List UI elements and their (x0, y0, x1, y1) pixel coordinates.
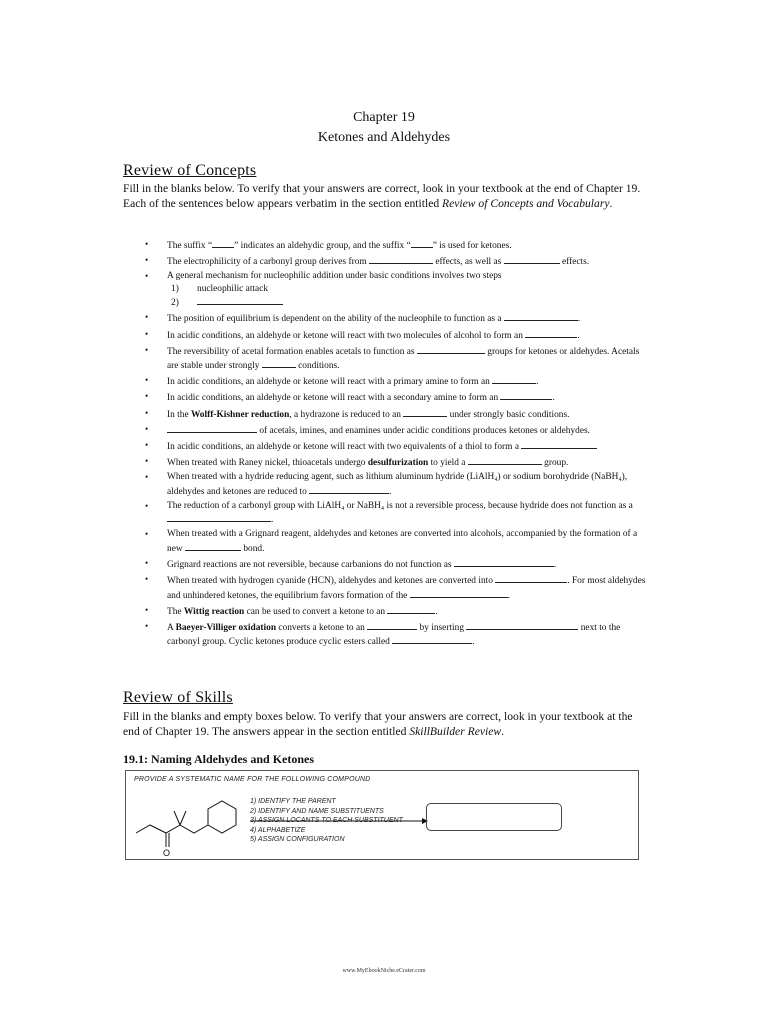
chapter-title: Ketones and Aldehydes (317, 130, 451, 145)
exercise-prompt: PROVIDE A SYSTEMATIC NAME FOR THE FOLLOWING COMPOUND (134, 776, 371, 783)
bullet-text: The reduction of a carbonyl group with LiAlH₄ or NaBH₄ is not a reversible process, because hydride does not function as a (167, 500, 633, 511)
bullet-text: The electrophilicity of a carbonyl group derives from (167, 257, 370, 268)
concept-bullet (123, 423, 648, 438)
fill-in-blank[interactable] (212, 238, 234, 248)
fill-in-blank[interactable] (466, 620, 578, 630)
subsection-heading: 19.1: Naming Aldehydes and Ketones (123, 752, 315, 766)
concept-bullet (123, 604, 648, 619)
concept-bullet (123, 238, 648, 253)
concept-bullet (123, 328, 648, 343)
bullet-text: . (271, 515, 274, 526)
bullet-text: groups for ketones or aldehydes. Acetals are stable under strongly (167, 346, 640, 372)
fill-in-blank[interactable] (411, 238, 433, 248)
review-of-concepts-intro: Fill in the blanks below. To verify that your answers are correct, look in your textbook at the end of Chapter 19. Each of the sentences below appears verbatim in the section entitled Review of Concepts and Vocabulary. (123, 182, 641, 210)
bullet-text: bond. (240, 543, 265, 554)
fill-in-blank[interactable] (369, 254, 433, 264)
fill-in-blank[interactable] (454, 557, 554, 567)
fill-in-blank[interactable] (525, 328, 577, 338)
bullet-text: . (389, 486, 392, 497)
naming-step: 4) ALPHABETIZE (250, 826, 306, 834)
bullet-text: group. (541, 457, 569, 468)
fill-in-blank[interactable] (387, 604, 435, 614)
review-of-skills-intro: Fill in the blanks and empty boxes below. To verify that your answers are correct, look in your textbook at the end of Chapter 19. The answers appear in the section entitled SkillBuilder Review. (123, 710, 633, 738)
concept-bullet (123, 374, 648, 389)
fill-in-blank[interactable] (167, 512, 271, 522)
concept-bullet-list (123, 238, 648, 651)
concept-bullet (123, 407, 648, 422)
chapter-header (0, 108, 768, 148)
bullet-text: In the (167, 409, 191, 420)
fill-in-blank[interactable] (403, 407, 447, 417)
fill-in-blank[interactable] (468, 455, 542, 465)
concept-bullet (123, 270, 648, 310)
fill-in-blank[interactable] (197, 295, 283, 305)
bullet-text: to yield a (428, 457, 468, 468)
bullet-text: When treated with Raney nickel, thioacetals undergo (167, 457, 368, 468)
fill-in-blank[interactable] (410, 588, 508, 598)
concept-bullet (123, 573, 648, 602)
bullet-text: The reversibility of acetal formation enables acetals to function as (167, 346, 417, 357)
fill-in-blank[interactable] (495, 573, 567, 583)
concept-bullet (123, 439, 648, 454)
fill-in-blank[interactable] (309, 484, 389, 494)
concept-bullet (123, 557, 648, 572)
review-of-skills-heading: Review of Skills (123, 689, 233, 706)
mechanism-step (167, 295, 648, 310)
bold-term: Wittig reaction (183, 606, 245, 617)
fill-in-blank[interactable] (521, 439, 597, 449)
bold-term: desulfurization (367, 457, 429, 468)
bullet-text: . (472, 637, 475, 648)
bullet-text: . (536, 377, 539, 388)
bullet-text: The suffix “ (167, 241, 213, 251)
bullet-text: converts a ketone to an (276, 622, 368, 633)
ketone-structure-drawing (130, 781, 250, 861)
bullet-text: In acidic conditions, an aldehyde or ketone will react with a secondary amine to form an (167, 393, 501, 404)
naming-step: 1) IDENTIFY THE PARENT (250, 798, 336, 805)
bullet-text: The position of equilibrium is dependent on the ability of the nucleophile to function as a (167, 314, 504, 325)
mechanism-step (167, 283, 648, 296)
concept-bullet (123, 455, 648, 470)
fill-in-blank[interactable] (392, 634, 472, 644)
footer-url: www.MyEbookNiche.eCrater.com (342, 968, 426, 974)
bullet-text: . (552, 393, 555, 404)
step-number: 2) (171, 298, 179, 309)
chapter-number: Chapter 19 (353, 110, 415, 125)
bullet-text: When treated with hydrogen cyanide (HCN), aldehydes and ketones are converted into (167, 576, 496, 587)
bullet-text: ” is used for ketones. (432, 241, 512, 251)
bullet-text: under strongly basic conditions. (447, 409, 570, 420)
fill-in-blank[interactable] (262, 358, 296, 368)
bold-term: Baeyer-Villiger oxidation (175, 622, 277, 633)
fill-in-blank[interactable] (417, 344, 485, 354)
bullet-text: The (167, 606, 184, 617)
concept-bullet (123, 390, 648, 405)
bullet-text: . (577, 330, 580, 341)
bullet-text: . (435, 606, 438, 617)
skill-exercise-box (125, 770, 639, 860)
bullet-text: When treated with a Grignard reagent, aldehydes and ketones are converted into alcohols, accompanied by the formation of a new (167, 529, 638, 554)
bullet-text: effects, as well as (433, 257, 504, 268)
bullet-text: by inserting (417, 622, 467, 633)
naming-steps-list (250, 797, 403, 845)
review-of-concepts-heading: Review of Concepts (123, 162, 257, 179)
step-text: nucleophilic attack (197, 283, 269, 294)
bullet-text: . (507, 590, 510, 601)
bullet-text: In acidic conditions, an aldehyde or ketone will react with a primary amine to form an (167, 377, 493, 388)
concept-bullet (123, 471, 648, 498)
bullet-text: . (577, 314, 581, 325)
bullet-text: next to the carbonyl group. Cyclic ketones produce cyclic esters called (167, 622, 621, 648)
step-number: 1) (171, 283, 179, 294)
bullet-text: of acetals, imines, and enamines under acidic conditions produces ketones or aldehydes. (257, 425, 590, 436)
fill-in-blank[interactable] (185, 541, 241, 551)
fill-in-blank[interactable] (367, 620, 417, 630)
concept-bullet (123, 500, 648, 527)
fill-in-blank[interactable] (500, 390, 552, 400)
bullet-text: In acidic conditions, an aldehyde or ketone will react with two equivalents of a thiol to form a (167, 441, 522, 452)
concept-bullet (123, 620, 648, 649)
naming-step: 5) ASSIGN CONFIGURATION (250, 836, 345, 844)
bullet-text: . (553, 559, 557, 570)
bullet-text: In acidic conditions, an aldehyde or ketone will react with two molecules of alcohol to form an (167, 330, 526, 341)
naming-step: 3) ASSIGN LOCANTS TO EACH SUBSTITUENT (250, 817, 403, 825)
naming-step: 2) IDENTIFY AND NAME SUBSTITUENTS (250, 807, 384, 815)
bullet-text: . For most aldehydes and unhindered ketones, the equilibrium favors formation of the (167, 576, 646, 601)
bold-term: Wolff-Kishner reduction (190, 409, 290, 420)
bullet-text: , a hydrazone is reduced to an (289, 409, 404, 420)
carbonyl-oxygen-label: O (163, 848, 171, 858)
bullet-text: effects. (559, 257, 590, 268)
bullet-text: ” indicates an aldehydic group, and the suffix “ (234, 241, 411, 251)
concept-bullet (123, 311, 648, 326)
bullet-text: A (167, 622, 176, 633)
bullet-text: When treated with a hydride reducing agent, such as lithium aluminum hydride (LiAlH₄) or sodium borohydride (NaBH₄), aldehydes and ketones are reduced to (167, 471, 628, 497)
bullet-text: A general mechanism for nucleophilic addition under basic conditions involves two steps (167, 271, 502, 282)
bullet-text: Grignard reactions are not reversible, because carbanions do not function as (167, 559, 454, 570)
answer-input-box[interactable] (426, 803, 562, 831)
fill-in-blank[interactable] (492, 374, 536, 384)
bullet-text: conditions. (295, 361, 340, 372)
concept-bullet (123, 254, 648, 269)
concept-bullet (123, 528, 648, 555)
fill-in-blank[interactable] (504, 254, 560, 264)
bullet-text: can be used to convert a ketone to an (244, 606, 388, 617)
fill-in-blank[interactable] (167, 423, 257, 433)
fill-in-blank[interactable] (504, 311, 578, 321)
concept-bullet (123, 344, 648, 373)
